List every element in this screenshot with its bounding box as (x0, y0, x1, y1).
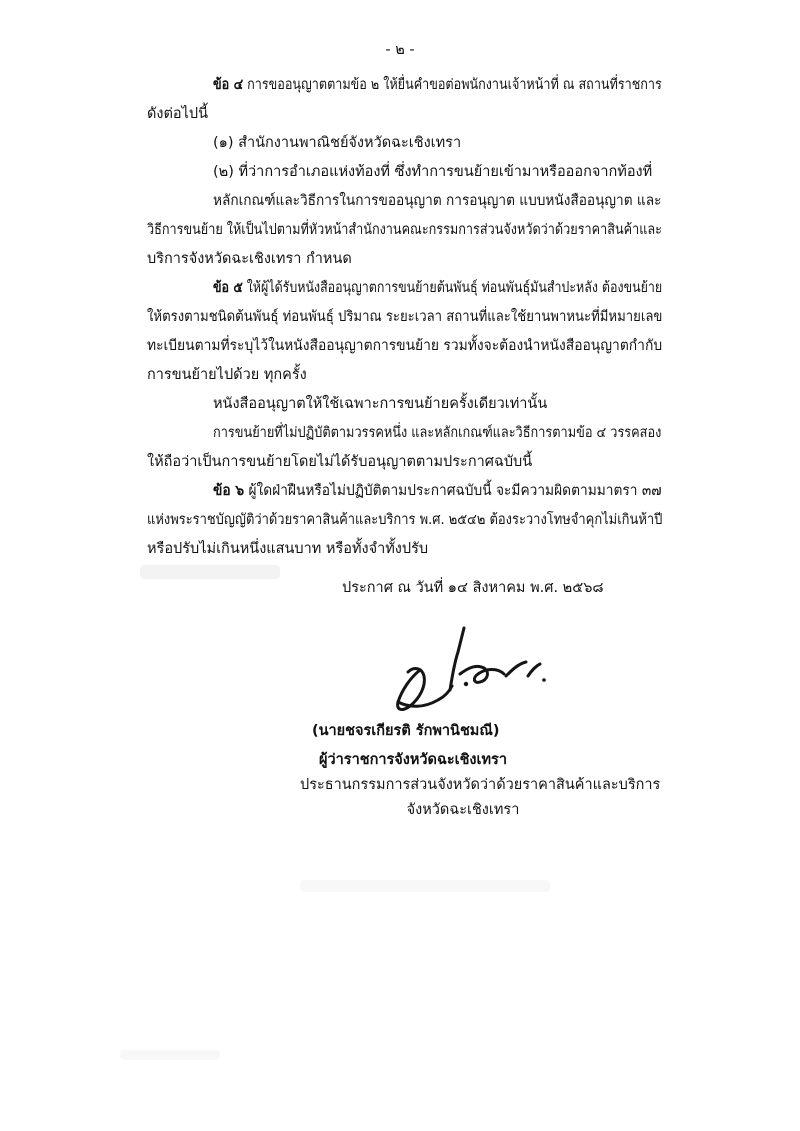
criteria-line1: หลักเกณฑ์และวิธีการในการขออนุญาต การอนุญาต แบบหนังสืออนุญาต และ (213, 193, 662, 209)
clause-4-head: ข้อ ๔ (213, 77, 244, 93)
signatory-position: ผู้ว่าราชการจังหวัดฉะเชิงเทรา (319, 752, 507, 768)
noncompliance-line1: การขนย้ายที่ไม่ปฏิบัติตามวรรคหนึ่ง และหลักเกณฑ์และวิธีการตามข้อ ๔ วรรคสอง (213, 425, 662, 441)
scan-smudge (140, 565, 280, 579)
clause-6-line3: หรือปรับไม่เกินหนึ่งแสนบาท หรือทั้งจำทั้งปรับ (147, 541, 429, 557)
clause-4-line1 (213, 75, 662, 95)
clause-4-item-1: (๑) สำนักงานพาณิชย์จังหวัดฉะเชิงเทรา (213, 135, 462, 151)
signatory-role-line1: ประธานกรรมการส่วนจังหวัดว่าด้วยราคาสินค้าและบริการ (300, 777, 661, 793)
clause-5-head: ข้อ ๕ (213, 280, 243, 296)
clause-4-text: การขออนุญาตตามข้อ ๒ ให้ยื่นคำขอต่อพนักงานเจ้าหน้าที่ ณ สถานที่ราชการ (243, 77, 662, 93)
scan-smudge (120, 1050, 220, 1060)
clause-5-line1 (213, 278, 662, 298)
criteria-line2: วิธีการขนย้าย ให้เป็นไปตามที่หัวหน้าสำนักงานคณะกรรมการส่วนจังหวัดว่าด้วยราคาสินค้าและ (147, 222, 662, 238)
clause-6-line2: แห่งพระราชบัญญัติว่าด้วยราคาสินค้าและบริการ พ.ศ. ๒๕๔๒ ต้องระวางโทษจำคุกไม่เกินห้าปี (147, 512, 663, 528)
clause-6-text: ผู้ใดฝ่าฝืนหรือไม่ปฏิบัติตามประกาศฉบับนี้ จะมีความผิดตามมาตรา ๓๗ (244, 483, 662, 499)
scan-smudge (300, 880, 550, 892)
clause-4-item-2: (๒) ที่ว่าการอำเภอแห่งท้องที่ ซึ่งทำการขนย้ายเข้ามาหรือออกจากท้องที่ (213, 164, 653, 180)
announcement-date: ประกาศ ณ วันที่ ๑๔ สิงหาคม พ.ศ. ๒๕๖๘ (342, 580, 604, 596)
noncompliance-line2: ให้ถือว่าเป็นการขนย้ายโดยไม่ได้รับอนุญาตตามประกาศฉบับนี้ (147, 454, 533, 470)
signatory-role-line2: จังหวัดฉะเชิงเทรา (406, 802, 520, 818)
clause-5-line4: การขนย้ายไปด้วย ทุกครั้ง (147, 367, 307, 383)
clause-5-line3: ทะเบียนตามที่ระบุไว้ในหนังสืออนุญาตการขนย้าย รวมทั้งจะต้องนำหนังสืออนุญาตกำกับ (147, 338, 663, 354)
clause-6-line1 (213, 481, 662, 501)
clause-4-line2: ดังต่อไปนี้ (147, 106, 209, 122)
clause-5-text: ให้ผู้ได้รับหนังสืออนุญาตการขนย้ายต้นพันธุ์ ท่อนพันธุ์มันสำปะหลัง ต้องขนย้าย (242, 280, 663, 296)
signatory-name: (นายชจรเกียรติ รักพานิชมณี) (312, 723, 500, 739)
clause-6-head: ข้อ ๖ (213, 483, 245, 499)
criteria-line3: บริการจังหวัดฉะเชิงเทรา กำหนด (147, 251, 352, 267)
clause-5-line2: ให้ตรงตามชนิดต้นพันธุ์ ท่อนพันธุ์ ปริมาณ ระยะเวลา สถานที่และใช้ยานพาหนะที่มีหมายเลข (147, 309, 663, 325)
handwritten-signature (380, 618, 560, 718)
page-number: - ๒ - (385, 42, 415, 58)
single-use-line: หนังสืออนุญาตให้ใช้เฉพาะการขนย้ายครั้งเดียวเท่านั้น (213, 396, 548, 412)
